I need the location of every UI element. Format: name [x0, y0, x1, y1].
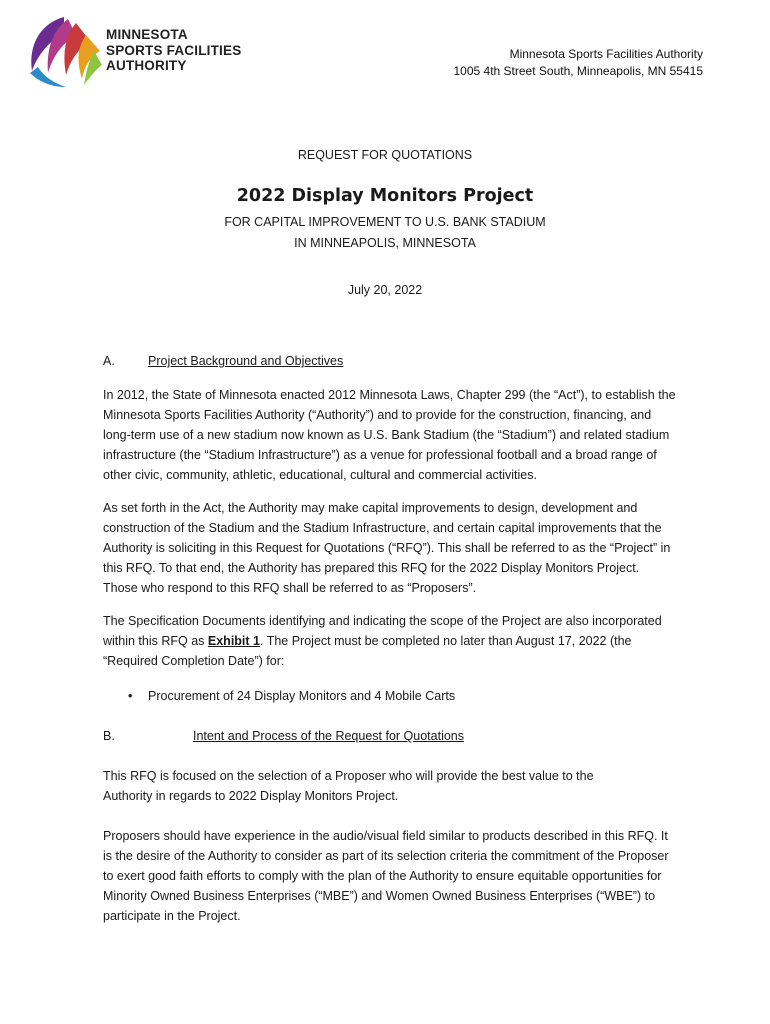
section-a-letter: A. — [103, 354, 115, 368]
section-a-paragraph-2: As set forth in the Act, the Authority may make capital improvements to design, development and construction of the Stadium and the Stadium Infrastructure, and certain capital improvements that the Authority is soliciting in this Request for Quotations (“RFQ”). This shall be referred to as the “Project” in this RFQ. To that end, the Authority has prepared this RFQ for the 2022 Display Monitors Project. Those who respond to this RFQ shall be referred to as “Proposers”. — [103, 501, 671, 595]
document-date: July 20, 2022 — [347, 283, 423, 297]
section-a-paragraph-1: In 2012, the State of Minnesota enacted 2012 Minnesota Laws, Chapter 299 (the “Act”), to establish the Minnesota Sports Facilities Authority (“Authority”) and to provide for the construction, financing, and long-term use of a new stadium now known as U.S. Bank Stadium (the “Stadium”) and related stadium infrastructure (the “Stadium Infrastructure”) as a venue for professional football and a broad range of other civic, community, athletic, educational, cultural and commercial activities. — [103, 388, 676, 482]
document-title: 2022 Display Monitors Project — [236, 186, 534, 206]
section-b-paragraph-1: This RFQ is focused on the selection of a Proposer who will provide the best value to the Authority in regards to 2022 Display Monitors Project. — [103, 769, 594, 803]
document-subtitle-2: IN MINNEAPOLIS, MINNESOTA — [294, 236, 476, 250]
header-address — [454, 46, 704, 80]
document-subtitle-1: FOR CAPITAL IMPROVEMENT TO U.S. BANK STADIUM — [224, 215, 546, 229]
section-b-title: Intent and Process of the Request for Quotations — [193, 729, 464, 743]
address-line-1: Minnesota Sports Facilities Authority — [509, 47, 703, 61]
document-type: REQUEST FOR QUOTATIONS — [297, 148, 473, 162]
bullet-item: • Procurement of 24 Display Monitors and 4 Mobile Carts — [128, 689, 456, 703]
exhibit-1-reference: Exhibit 1 — [207, 634, 260, 648]
section-b-letter: B. — [103, 729, 115, 743]
address-line-2: 1005 4th Street South, Minneapolis, MN 55415 — [453, 64, 703, 78]
bullet-icon: • — [128, 689, 133, 703]
org-name: MINNESOTA SPORTS FACILITIES AUTHORITY — [106, 27, 242, 73]
msfa-logo-mark-icon — [24, 13, 104, 89]
section-a-paragraph-3: The Specification Documents identifying and indicating the scope of the Project are also incorporated within this RFQ as Exhibit 1. The Project must be completed no later than August 17, 2022 (the “Required Completion Date”) for: — [103, 614, 662, 668]
section-a-title: Project Background and Objectives — [148, 354, 344, 368]
msfa-logo — [24, 13, 264, 93]
section-b-paragraph-2: Proposers should have experience in the audio/visual field similar to products described in this RFQ. It is the desire of the Authority to consider as part of its selection criteria the commitment of the Proposer to exert good faith efforts to comply with the plan of the Authority to ensure equitable opportunities for Minority Owned Business Enterprises (“MBE”) and Women Owned Business Enterprises (“WBE”) to participate in the Project. — [103, 829, 669, 923]
